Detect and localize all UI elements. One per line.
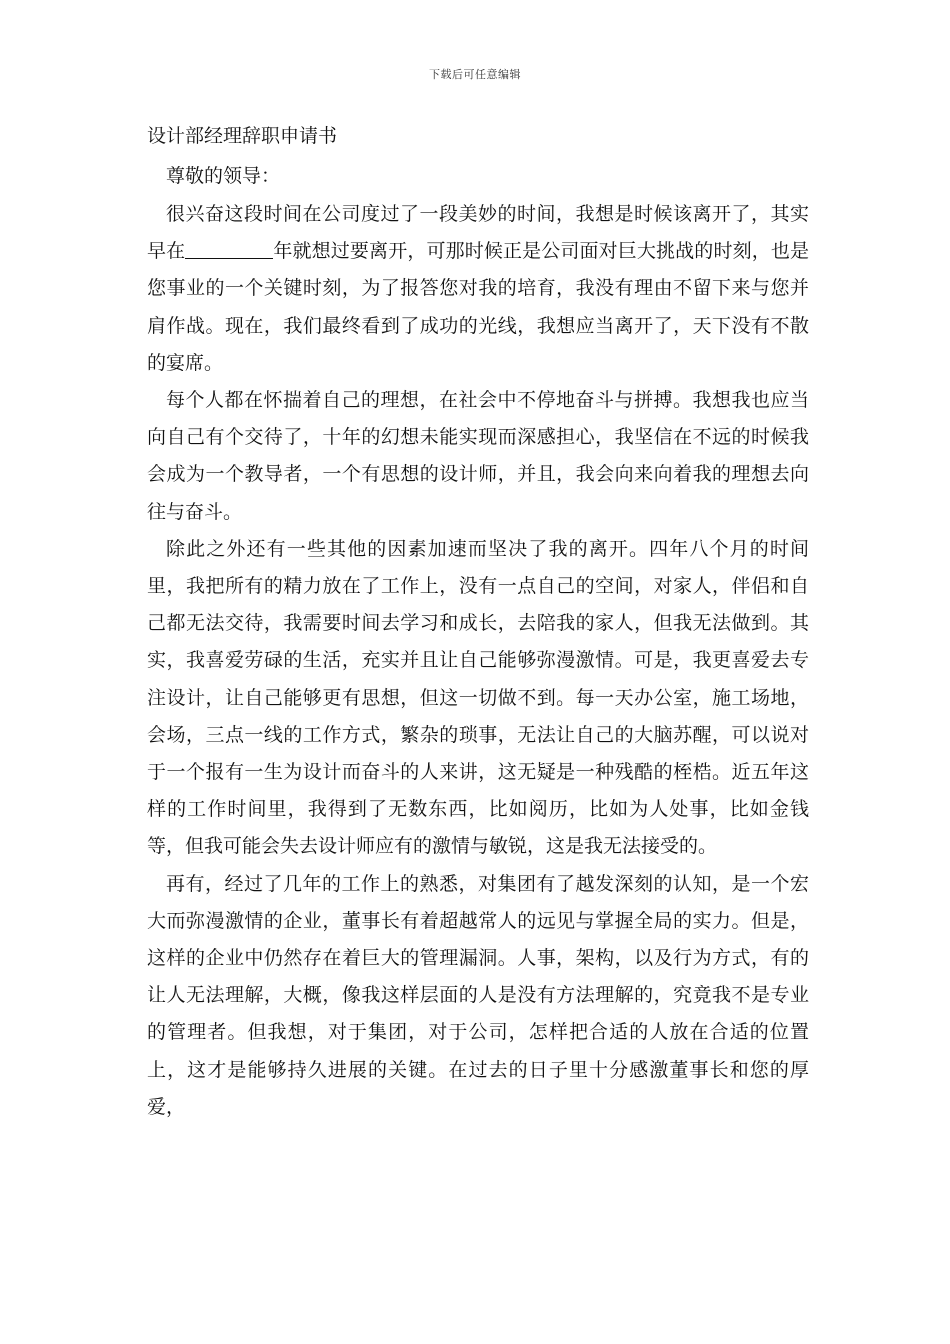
salutation: 尊敬的领导：: [166, 165, 281, 187]
document-title: 设计部经理辞职申请书: [147, 125, 338, 147]
paragraph-1-start: 很兴奋这段时间在公司度过了一段美妙的时间，我想是时候该离开了，其实早在: [147, 203, 809, 263]
paragraph-1: [147, 196, 809, 382]
fill-in-blank: [185, 240, 273, 259]
paragraph-1-end: 年就想过要离开，可那时候正是公司面对巨大挑战的时刻，也是您事业的一个关键时刻，为了报答您对我的培育，我没有理由不留下来与您并肩作战。现在，我们最终看到了成功的光线，我想应当离开了，天下没有不散的宴席。: [147, 240, 809, 374]
document-body: [147, 116, 809, 1126]
paragraph-4: 再有，经过了几年的工作上的熟悉，对集团有了越发深刻的认知，是一个宏大而弥漫激情的企业，董事长有着超越常人的远见与掌握全局的实力。但是，这样的企业中仍然存在着巨大的管理漏洞。人事，架构，以及行为方式，有的让人无法理解，大概，像我这样层面的人是没有方法理解的，究竟我不是专业的管理者。但我想，对于集团，对于公司，怎样把合适的人放在合适的位置上，这才是能够持久进展的关键。在过去的日子里十分感激董事长和您的厚爱，: [147, 872, 809, 1118]
paragraph-3: 除此之外还有一些其他的因素加速而坚决了我的离开。四年八个月的时间里，我把所有的精力放在了工作上，没有一点自己的空间，对家人，伴侣和自己都无法交待，我需要时间去学习和成长，去陪我的家人，但我无法做到。其实，我喜爱劳碌的生活，充实并且让自己能够弥漫激情。可是，我更喜爱去专注设计，让自己能够更有思想，但这一切做不到。每一天办公室，施工场地，会场，三点一线的工作方式，繁杂的琐事，无法让自己的大脑苏醒，可以说对于一个报有一生为设计而奋斗的人来讲，这无疑是一种残酷的桎梏。近五年这样的工作时间里，我得到了无数东西，比如阅历，比如为人处事，比如金钱等，但我可能会失去设计师应有的激情与敏锐，这是我无法接受的。: [147, 537, 809, 858]
paragraph-2: 每个人都在怀揣着自己的理想，在社会中不停地奋斗与拼搏。我想我也应当向自己有个交待了，十年的幻想未能实现而深感担心，我坚信在不远的时候我会成为一个教导者，一个有思想的设计师，并且，我会向来向着我的理想去向往与奋斗。: [147, 389, 809, 523]
page-header-note: 下载后可任意编辑: [429, 68, 521, 81]
